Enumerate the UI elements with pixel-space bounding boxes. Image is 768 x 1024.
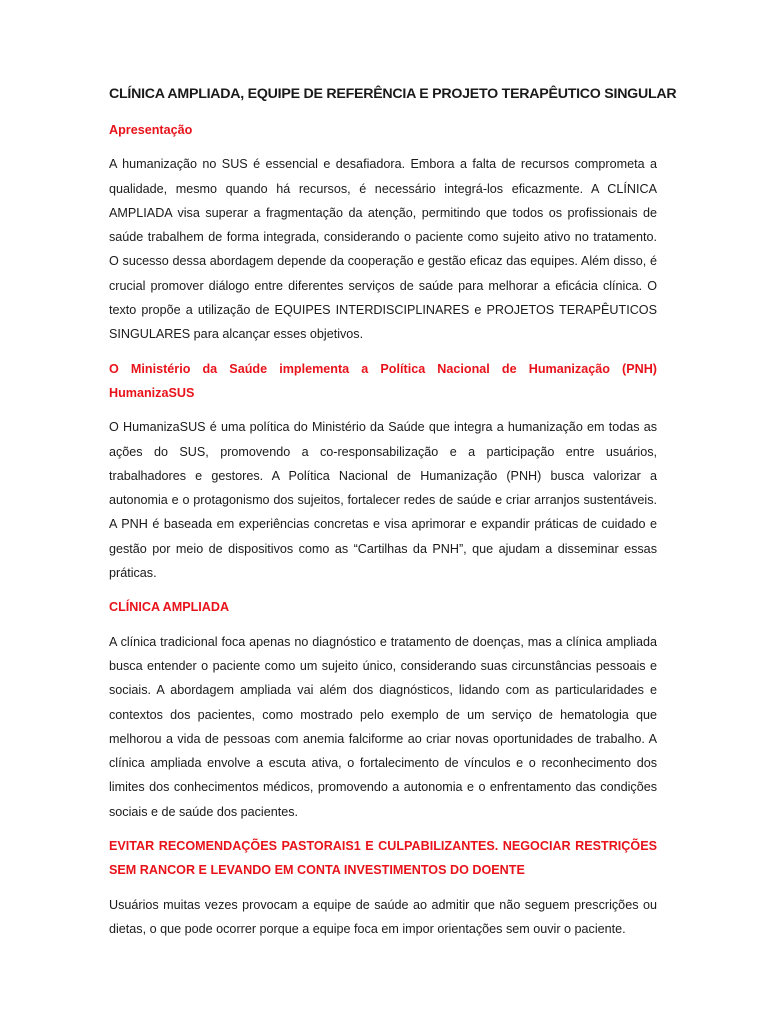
paragraph-apresentacao: A humanização no SUS é essencial e desafiadora. Embora a falta de recursos comprometa a qualidade, mesmo quando há recursos, é necessário integrá-los eficazmente. A CLÍNICA AMPLIADA visa superar a fragmentação da atenção, permitindo que todos os profissionais de saúde trabalhem de forma integrada, considerando o paciente como sujeito ativo no tratamento. O sucesso dessa abordagem depende da cooperação e gestão eficaz das equipes. Além disso, é crucial promover diálogo entre diferentes serviços de saúde para melhorar a eficácia clínica. O texto propõe a utilização de EQUIPES INTERDISCIPLINARES e PROJETOS TERAPÊUTICOS SINGULARES para alcançar esses objetivos. xyxy=(109,157,657,342)
paragraph-evitar-recomendacoes: Usuários muitas vezes provocam a equipe de saúde ao admitir que não seguem prescrições ou dietas, o que pode ocorrer porque a equipe foca em impor orientações sem ouvir o paciente. xyxy=(109,897,657,936)
section-heading-apresentacao: Apresentação xyxy=(109,123,193,137)
document-title: CLÍNICA AMPLIADA, EQUIPE DE REFERÊNCIA E PROJETO TERAPÊUTICO SINGULAR xyxy=(109,86,677,102)
section-heading-pnh: O Ministério da Saúde implementa a Política Nacional de Humanização (PNH) HumanizaSUS xyxy=(109,361,657,400)
section-heading-clinica-ampliada: CLÍNICA AMPLIADA xyxy=(109,600,230,615)
section-heading-evitar-recomendacoes: EVITAR RECOMENDAÇÕES PASTORAIS1 E CULPABILIZANTES. NEGOCIAR RESTRIÇÕES SEM RANCOR E LEVANDO EM CONTA INVESTIMENTOS DO DOENTE xyxy=(109,839,657,878)
document-page xyxy=(109,84,677,941)
paragraph-clinica-ampliada: A clínica tradicional foca apenas no diagnóstico e tratamento de doenças, mas a clínica ampliada busca entender o paciente como um sujeito único, considerando suas circunstâncias pessoais e sociais. A abordagem ampliada vai além dos diagnósticos, lidando com as particularidades e contextos dos pacientes, como mostrado pelo exemplo de um serviço de hematologia que melhorou a vida de pessoas com anemia falciforme ao criar novas oportunidades de trabalho. A clínica ampliada envolve a escuta ativa, o fortalecimento de vínculos e o reconhecimento dos limites dos conhecimentos médicos, promovendo a autonomia e o enfrentamento das condições sociais e de saúde dos pacientes. xyxy=(109,634,657,819)
paragraph-pnh: O HumanizaSUS é uma política do Ministério da Saúde que integra a humanização em todas as ações do SUS, promovendo a co-responsabilização e a participação entre usuários, trabalhadores e gestores. A Política Nacional de Humanização (PNH) busca valorizar a autonomia e o protagonismo dos sujeitos, fortalecer redes de saúde e criar arranjos sustentáveis. A PNH é baseada em experiências concretas e visa aprimorar e expandir práticas de cuidado e gestão por meio de dispositivos como as “Cartilhas da PNH”, que ajudam a disseminar essas práticas. xyxy=(109,420,657,581)
